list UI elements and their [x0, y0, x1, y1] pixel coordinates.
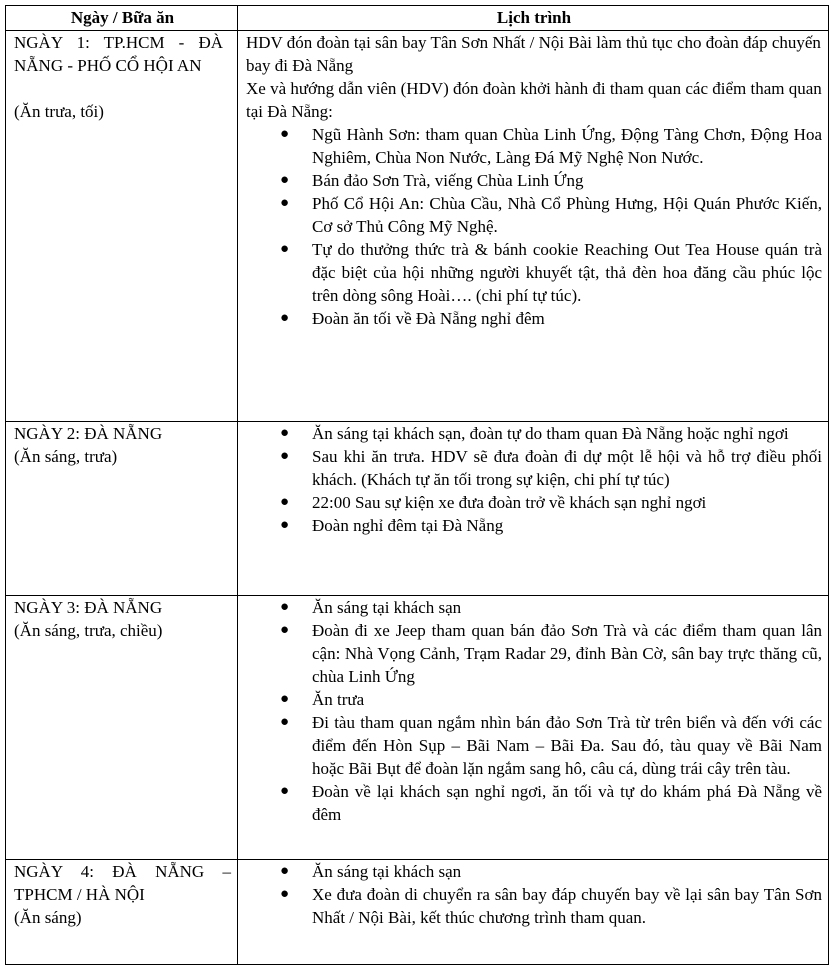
bullet-icon: ● — [280, 691, 290, 707]
bullet-icon: ● — [280, 517, 290, 533]
list-item: ● Đoàn nghỉ đêm tại Đà Nẵng — [280, 516, 504, 535]
day-row-2 — [6, 422, 829, 596]
day-cell-1 — [6, 31, 238, 422]
bullet-icon: ● — [280, 425, 290, 441]
list-item: ● Ăn sáng tại khách sạn — [280, 598, 462, 617]
schedule-cell-1 — [238, 31, 829, 422]
bullet-icon: ● — [280, 448, 290, 464]
list-item: ● Sau khi ăn trưa. HDV sẽ đưa đoàn đi dự một lễ hội và hỗ trợ điều phối khách. (Khách tự ăn tối trong sự kiện, chi phí tự túc) — [280, 447, 822, 489]
list-item: ● Ăn sáng tại khách sạn — [280, 862, 462, 881]
day-title-4: NGÀY 4: ĐÀ NẴNG – TPHCM / HÀ NỘI — [14, 862, 231, 904]
day-row-1 — [6, 31, 829, 422]
list-item: ● Bán đảo Sơn Trà, viếng Chùa Linh Ứng — [280, 171, 584, 190]
activity-list-1 — [246, 123, 822, 330]
list-item: ● Tự do thưởng thức trà & bánh cookie Reaching Out Tea House quán trà đặc biệt của hội những người khuyết tật, thả đèn hoa đăng cầu phúc lộc trên dòng sông Hoài…. (chi phí tự túc). — [280, 240, 822, 305]
bullet-icon: ● — [280, 195, 290, 211]
schedule-cell-4 — [238, 860, 829, 965]
intro-text-2: Xe và hướng dẫn viên (HDV) đón đoàn khởi hành đi tham quan các điểm tham quan tại Đà Nẵng: — [246, 79, 822, 121]
schedule-cell-2 — [238, 422, 829, 596]
bullet-icon: ● — [280, 886, 290, 902]
list-item: ● Ăn trưa — [280, 690, 365, 709]
bullet-icon: ● — [280, 494, 290, 510]
bullet-icon: ● — [280, 622, 290, 638]
day-title-3: NGÀY 3: ĐÀ NẴNG — [14, 598, 163, 617]
day-row-4 — [6, 860, 829, 965]
bullet-icon: ● — [280, 599, 290, 615]
header-row — [6, 6, 829, 31]
day-meals-1: (Ăn trưa, tối) — [14, 102, 104, 121]
list-item: ● Ăn sáng tại khách sạn, đoàn tự do tham quan Đà Nẵng hoặc nghỉ ngơi — [280, 424, 789, 443]
activity-list-3 — [246, 596, 822, 826]
bullet-icon: ● — [280, 241, 290, 257]
bullet-icon: ● — [280, 310, 290, 326]
header-schedule: Lịch trình — [238, 6, 829, 31]
day-meals-4: (Ăn sáng) — [14, 908, 82, 927]
day-row-3 — [6, 596, 829, 860]
day-cell-2 — [6, 422, 238, 596]
header-day-meals: Ngày / Bữa ăn — [6, 6, 238, 31]
bullet-icon: ● — [280, 783, 290, 799]
bullet-icon: ● — [280, 714, 290, 730]
itinerary-table — [5, 5, 829, 965]
bullet-icon: ● — [280, 863, 290, 879]
day-title-1: NGÀY 1: TP.HCM - ĐÀ NẴNG - PHỐ CỔ HỘI AN — [14, 33, 223, 75]
activity-list-2 — [246, 422, 822, 537]
list-item: ● Xe đưa đoàn di chuyển ra sân bay đáp chuyến bay về lại sân bay Tân Sơn Nhất / Nội Bài, kết thúc chương trình tham quan. — [280, 885, 822, 927]
list-item: ● Đoàn ăn tối về Đà Nẵng nghỉ đêm — [280, 309, 545, 328]
list-item: ● 22:00 Sau sự kiện xe đưa đoàn trở về khách sạn nghỉ ngơi — [280, 493, 707, 512]
bullet-icon: ● — [280, 172, 290, 188]
day-meals-2: (Ăn sáng, trưa) — [14, 447, 118, 466]
bullet-icon: ● — [280, 126, 290, 142]
list-item: ● Đoàn về lại khách sạn nghỉ ngơi, ăn tối và tự do khám phá Đà Nẵng về đêm — [280, 782, 822, 824]
list-item: ● Đi tàu tham quan ngắm nhìn bán đảo Sơn Trà từ trên biển và đến với các điểm đến Hòn Sụp – Bãi Nam – Bãi Đa. Sau đó, tàu quay về Bãi Nam hoặc Bãi Bụt để đoàn lặn ngắm sang hô, câu cá, dùng trái cây trên tàu. — [280, 713, 822, 778]
intro-text-1: HDV đón đoàn tại sân bay Tân Sơn Nhất / Nội Bài làm thủ tục cho đoàn đáp chuyến bay đi Đà Nẵng — [246, 33, 821, 75]
day-cell-4 — [6, 860, 238, 965]
list-item: ● Phố Cổ Hội An: Chùa Cầu, Nhà Cổ Phùng Hưng, Hội Quán Phước Kiến, Cơ sở Thủ Công Mỹ Nghệ. — [280, 194, 822, 236]
activity-list-4 — [246, 860, 822, 929]
day-cell-3 — [6, 596, 238, 860]
schedule-cell-3 — [238, 596, 829, 860]
list-item: ● Đoàn đi xe Jeep tham quan bán đảo Sơn Trà và các điểm tham quan lân cận: Nhà Vọng Cảnh, Trạm Radar 29, đỉnh Bàn Cờ, sân bay trực thăng cũ, chùa Linh Ứng — [280, 621, 822, 686]
day-meals-3: (Ăn sáng, trưa, chiều) — [14, 621, 163, 640]
list-item: ● Ngũ Hành Sơn: tham quan Chùa Linh Ứng, Động Tàng Chơn, Động Hoa Nghiêm, Chùa Non Nước, Làng Đá Mỹ Nghệ Non Nước. — [280, 125, 822, 167]
day-title-2: NGÀY 2: ĐÀ NẴNG — [14, 424, 163, 443]
